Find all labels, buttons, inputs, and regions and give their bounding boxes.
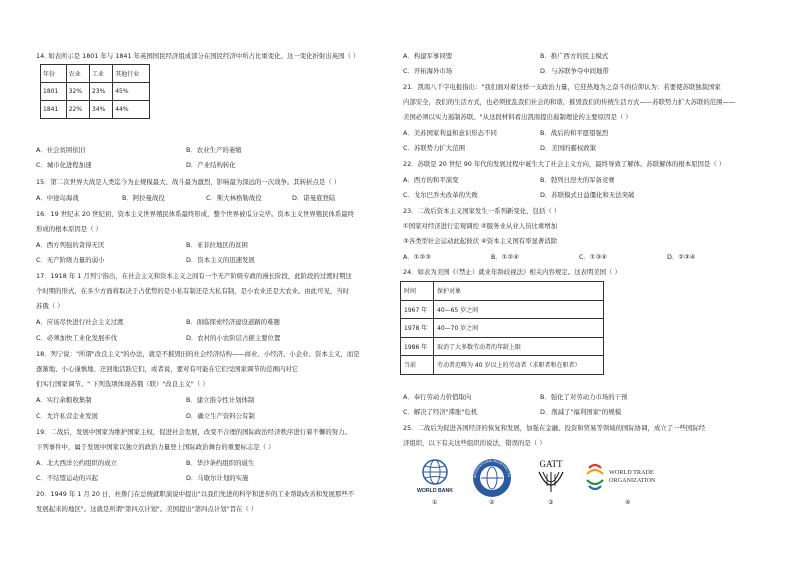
q23-items-2: ③各类型社会运动此起彼伏 ④资本主义国有率显著消除: [403, 237, 558, 245]
q20-option-b: B．推广西方的民主模式: [540, 52, 609, 60]
table-cell: 劳动者范畴为 40 岁以上的劳动者（求职者和在职者）: [434, 356, 604, 375]
q14-option-d: D．产业结构转化: [186, 161, 236, 169]
table-row: [401, 356, 604, 375]
gatt-wordmark: GATT: [539, 459, 563, 469]
logo-caption-3: ③: [548, 499, 554, 506]
q14-option-c: C．城市化进程加速: [36, 161, 92, 169]
q18-option-d: D．确立生产资料公有制: [186, 412, 255, 420]
table-cell: 1967 年: [401, 300, 434, 319]
q20-option-d: D．与苏联争夺中间地带: [540, 67, 609, 75]
q16-stem-2: 形成的根本原因是（ ）: [36, 225, 102, 233]
imf-seal-icon: [470, 458, 514, 498]
table-cell: 44%: [113, 101, 150, 119]
q24-option-a: A．奉行劳动力价值取向: [403, 393, 472, 401]
q18-option-b: B．建立指令性计划体制: [186, 396, 255, 404]
q17-option-b: B．面临探索经济建设道路的难题: [186, 318, 280, 326]
table-cell: 32%: [66, 83, 89, 101]
q15-option-c: C．斯大林格勒战役: [206, 194, 262, 202]
q19-stem-2: 下列事件中，属于发展中国家以独立的政治力量登上国际政治舞台的重要标志是（ ）: [36, 443, 275, 451]
table-header-cell: 其他行业: [113, 65, 150, 83]
q18-stem-3: 们实行国家调节。" 下列选项体现苏俄（联）"改良主义"（ ）: [36, 380, 209, 388]
q25-stem-2: 济组织，以下有关这些组织的说法，错误的是（ ）: [403, 439, 546, 447]
q21-option-b: B．战后的和平愿望强烈: [540, 129, 609, 137]
q21-option-c: C．苏联势力扩大范围: [403, 144, 465, 152]
wto-logo: [583, 458, 681, 502]
q16-stem-1: 16．19 世纪末 20 世纪初，资本主义世界殖民体系最终形成，整个世界被瓜分完毕。资本主义世界殖民体系最终: [36, 210, 355, 218]
q18-option-a: A．实行余粮收集制: [36, 396, 92, 404]
q24-option-b: B．强化了对劳动力市场的干预: [540, 393, 628, 401]
q17-stem-3: 苏俄（ ）: [36, 302, 64, 310]
table-cell: 34%: [89, 101, 112, 119]
q17-option-d: D．农村的小农阶层占据主要位置: [186, 334, 281, 342]
imf-logo: [470, 458, 514, 502]
world-bank-wordmark: WORLD BANK: [416, 488, 454, 494]
q23-option-d: D．②③④: [667, 253, 696, 261]
q19-option-a: A．北大西洋公约组织的成立: [36, 459, 118, 467]
globe-icon: [411, 458, 459, 496]
table-header-row: [401, 282, 604, 301]
q15-option-b: B．阿拉曼战役: [122, 194, 165, 202]
q21-option-a: A．美苏国家利益和意识形态不同: [403, 129, 497, 137]
wto-wordmark-line2: ORGANIZATION: [609, 477, 656, 484]
table-cell: 当前: [401, 356, 434, 375]
table-cell: 取消了大多数劳动者的年龄上限: [434, 337, 604, 356]
q20-stem-1: 20．1949 年 1 月 20 日，杜鲁门在总统就职演说中提出"以我们先进的科学和进步的工业帮助改善和发展那些不: [36, 490, 355, 498]
q19-option-d: D．马歇尔计划的实施: [186, 474, 249, 482]
table-header-cell: 时间: [401, 282, 434, 301]
q19-option-b: B．华沙条约组织的诞生: [186, 459, 255, 467]
table-row: [401, 300, 604, 319]
q18-stem-1: 18．列宁说："所谓"改良主义"的办法，就是不摧毁旧的社会经济结构——商业、小经济、小企业、资本主义，而是: [36, 350, 360, 358]
q14-stem: 14. 如表所示是 1801 年与 1841 年英国国民经济组成部分在国民经济中所占比重变化。这一变化折射出英国（ ）: [36, 52, 360, 60]
table-header-row: [41, 65, 150, 83]
table-row: [401, 337, 604, 356]
q19-option-c: C．不结盟运动的兴起: [36, 474, 98, 482]
q22-option-a: A．西方的和平演变: [403, 176, 459, 184]
world-bank-logo: [411, 458, 459, 500]
q16-option-b: B．亚非拉地区的贫困: [186, 241, 248, 249]
q14-option-b: B．农业生产的萎缩: [186, 146, 242, 154]
q16-option-a: A．西方列强的贪得无厌: [36, 241, 105, 249]
table-row: [41, 83, 150, 101]
gatt-emblem-icon: [529, 458, 573, 498]
table-header-cell: 工业: [89, 65, 112, 83]
table-header-cell: 年份: [41, 65, 67, 83]
q18-option-c: C．允许私营企业发展: [36, 412, 98, 420]
q23-option-c: C．①③④: [579, 253, 608, 261]
q14-option-a: A．社会贫困依旧: [36, 146, 86, 154]
q23-option-a: A．①②③: [403, 253, 431, 261]
q17-option-a: A．应该尽快进行社会主义过渡: [36, 318, 124, 326]
q16-option-d: D．资本主义的迅速发展: [186, 256, 255, 264]
wto-emblem-icon: [583, 458, 681, 498]
q24-stem: 24．如表为美国《（禁止）就业年龄歧视法》相关内容规定。这表明美国（ ）: [403, 268, 621, 276]
q22-stem: 22．苏联是 20 世纪 90 年代的发展过程中诞生大了社会主义方向，最终导致了解体。苏联解体的根本原因是（ ）: [403, 160, 726, 168]
q21-option-d: D．美国的霸权政策: [540, 144, 597, 152]
q17-stem-1: 17．1918 年 1 月列宁指出，在社会主义和资本主义之间有一个无产阶级专政的漫长阶段，此阶段的过渡时期这: [36, 272, 352, 280]
q21-stem-3: 美国必须以实力遏制苏联。"从这段材料看出凯南提出遏制理论的主要原因是（ ）: [403, 113, 632, 121]
q20-stem-2: 发展起来的地区"。这就是所谓"第四点计划"。美国提出"第四点计划"旨在（ ）: [36, 505, 258, 513]
q25-stem-1: 25．二战后为促进各国经济的恢复和发展，加强在金融、投资和贸易等领域的国际协调，成立了一些国际经: [403, 424, 706, 432]
gatt-logo: [529, 458, 573, 502]
q24-option-d: D．削减了"福利国家"的规模: [540, 408, 622, 416]
q16-option-c: C．无产阶级力量的弱小: [36, 256, 105, 264]
q22-option-c: C．戈尔巴乔夫改革的失败: [403, 191, 478, 199]
q22-option-d: D．苏联模式日益僵化和无法突破: [540, 191, 635, 199]
q15-option-d: D．诺曼底登陆: [292, 194, 336, 202]
table-row: [401, 319, 604, 338]
table-header-cell: 农业: [66, 65, 89, 83]
table-cell: 1978 年: [401, 319, 434, 338]
logo-caption-1: ①: [432, 499, 438, 506]
imf-ring-text: INTERNATIONAL MONETARY FU: [472, 458, 511, 479]
wto-wordmark-line1: WORLD TRADE: [609, 469, 654, 476]
q24-table: [400, 281, 604, 375]
q15-option-a: A．中途岛海战: [36, 194, 79, 202]
table-cell: 1801: [41, 83, 67, 101]
table-row: [41, 101, 150, 119]
q18-stem-2: 逐渐地、小心谨慎地、迂回地活跃它们，或者说，要对有可能在它们受国家调节的范围内对它: [36, 365, 299, 373]
q23-items-1: ①国家对经济进行宏观调控 ②服务业从业人员比重增加: [403, 222, 558, 230]
logo-caption-2: ②: [489, 499, 495, 506]
q21-stem-2: 内部安全，我们的生活方式，也必须扰乱我们社会的和谐，摧毁我们的传统生活方式——苏联势力扩大苏联的范围——: [403, 98, 736, 106]
table-cell: 22%: [66, 101, 89, 119]
logo-caption-4: ④: [625, 499, 631, 506]
q17-option-c: C．必须加快工业化发展步伐: [36, 334, 118, 342]
table-cell: 40—70 岁之间: [434, 319, 604, 338]
table-header-cell: 保护对象: [434, 282, 604, 301]
q17-stem-2: 个时期的形式，在多少方面将取决于占优势的是小私有制还是大私有制，是小农业还是大农业。由此可见，当时: [36, 287, 350, 295]
q14-table: [40, 64, 150, 119]
q23-option-b: B．①②④: [491, 253, 519, 261]
q22-option-b: B．勃列日涅夫的军备竞赛: [540, 176, 615, 184]
table-cell: 45%: [113, 83, 150, 101]
q19-stem-1: 19．二战后，发展中国家为维护国家主权，促进社会发展，改变不合理的国际政治经济秩序进行着不懈的努力。: [36, 428, 351, 436]
q21-stem-1: 21．凯南八千字电报指出："我们面对着这样一支政治力量，它狂热地为之奋斗的信仰认为：若要使苏联独裁国家: [403, 83, 721, 91]
q20-option-c: C．开拓海外市场: [403, 67, 453, 75]
q20-option-a: A．构建军事同盟: [403, 52, 453, 60]
q23-stem: 23．二战后资本主义国家发生一系列新变化，包括（ ）: [403, 207, 561, 215]
table-cell: 23%: [89, 83, 112, 101]
table-cell: 40—65 岁之间: [434, 300, 604, 319]
q24-option-c: C．解决了经济"滞胀"危机: [403, 408, 478, 416]
table-cell: 1986 年: [401, 337, 434, 356]
table-cell: 1841: [41, 101, 67, 119]
q15-stem: 15．第二次世界大战是人类迄今为止规模最大、战斗最为激烈、影响最为深远的一次战争。其转折点是（ ）: [36, 178, 341, 186]
